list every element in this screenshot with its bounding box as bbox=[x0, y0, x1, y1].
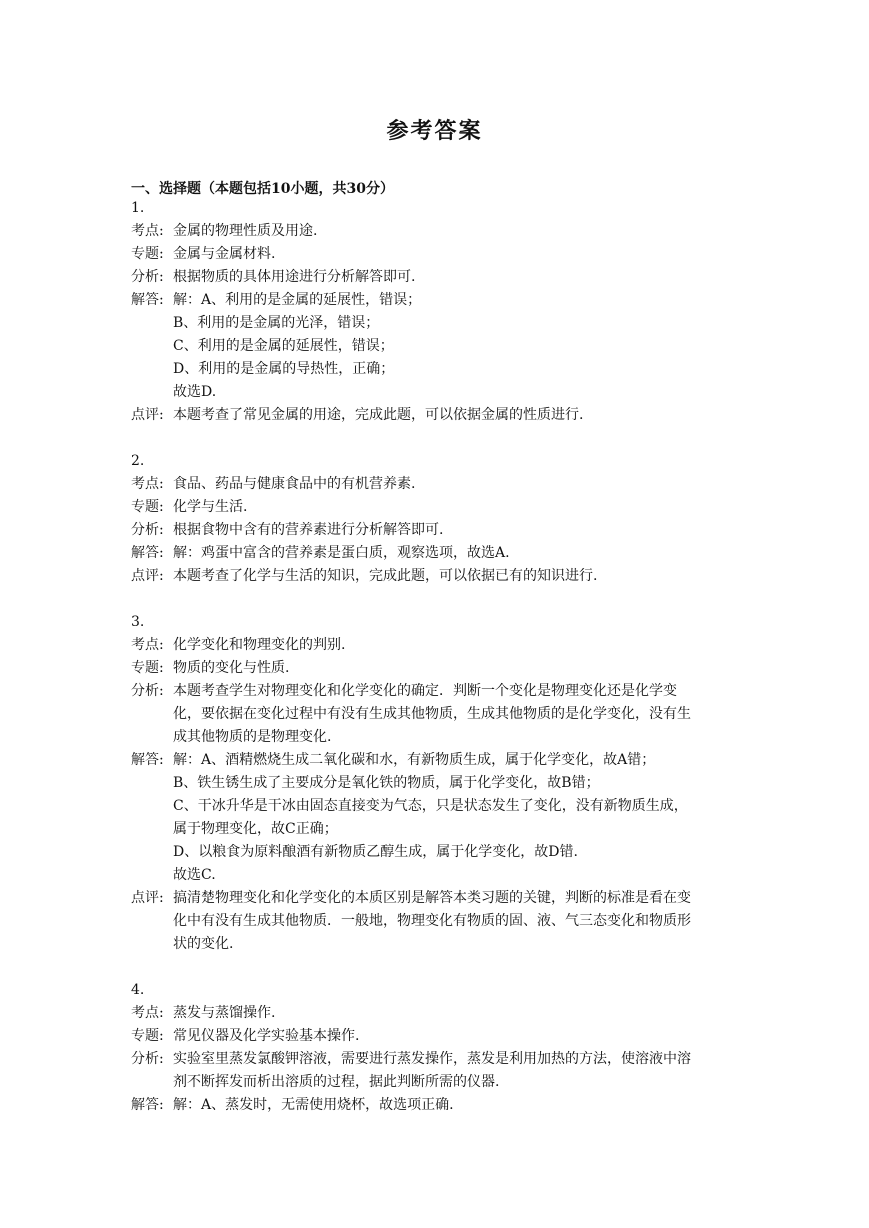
jieda-line: D、以粮食为原料酿酒有新物质乙醇生成，属于化学变化，故D错. bbox=[173, 844, 578, 860]
page-title: 参考答案 bbox=[386, 118, 483, 144]
dianping-text: 本题考查了常见金属的用途，完成此题，可以依据金属的性质进行. bbox=[173, 407, 584, 423]
jieda-label: 解答: bbox=[131, 292, 164, 308]
jieda-line: C、利用的是金属的延展性，错误； bbox=[173, 338, 394, 354]
dianping-label: 点评: bbox=[131, 890, 164, 906]
kaodian-text: 金属的物理性质及用途. bbox=[173, 223, 318, 239]
dianping-label: 点评: bbox=[131, 568, 164, 584]
zhuanti-label: 专题: bbox=[131, 1028, 164, 1044]
jieda-row bbox=[131, 543, 510, 563]
jieda-line: B、铁生锈生成了主要成分是氧化铁的物质，属于化学变化，故B错； bbox=[173, 775, 600, 791]
zhuanti-text: 金属与金属材料. bbox=[173, 246, 276, 262]
kaodian-label: 考点: bbox=[131, 223, 164, 239]
kaodian-label: 考点: bbox=[131, 476, 164, 492]
jieda-text: 解：A、酒精燃烧生成二氧化碳和水，有新物质生成，属于化学变化，故A错； bbox=[173, 752, 656, 768]
dianping-row bbox=[131, 566, 597, 586]
dianping-text: 搞清楚物理变化和化学变化的本质区别是解答本类习题的关键，判断的标准是看在变 bbox=[173, 890, 691, 906]
section-title: 一、选择题（本题包括10小题，共30分） bbox=[131, 181, 394, 197]
jieda-label: 解答: bbox=[131, 545, 164, 561]
kaodian-label: 考点: bbox=[131, 637, 164, 653]
fenxi-line: 化，要依据在变化过程中有没有生成其他物质，生成其他物质的是化学变化，没有生 bbox=[173, 706, 691, 722]
jieda-line: D、利用的是金属的导热性，正确； bbox=[173, 361, 395, 377]
jieda-label: 解答: bbox=[131, 1097, 164, 1113]
dianping-row bbox=[131, 405, 583, 425]
fenxi-label: 分析: bbox=[131, 683, 164, 699]
dianping-text: 本题考查了化学与生活的知识，完成此题，可以依据已有的知识进行. bbox=[173, 568, 598, 584]
jieda-text: 解：A、蒸发时，无需使用烧杯，故选项正确. bbox=[173, 1097, 454, 1113]
kaodian-text: 食品、药品与健康食品中的有机营养素. bbox=[173, 476, 416, 492]
dianping-line: 状的变化. bbox=[173, 936, 234, 952]
zhuanti-text: 物质的变化与性质. bbox=[173, 660, 290, 676]
dianping-row bbox=[131, 888, 691, 908]
jieda-line: 故选C. bbox=[173, 867, 216, 883]
fenxi-row bbox=[131, 681, 677, 701]
jieda-line: 故选D. bbox=[173, 384, 217, 400]
zhuanti-label: 专题: bbox=[131, 499, 164, 515]
fenxi-text: 根据物质的具体用途进行分析解答即可. bbox=[173, 269, 416, 285]
jieda-line: B、利用的是金属的光泽，错误； bbox=[173, 315, 380, 331]
kaodian-text: 蒸发与蒸馏操作. bbox=[173, 1005, 276, 1021]
fenxi-label: 分析: bbox=[131, 522, 164, 538]
fenxi-row bbox=[131, 1049, 691, 1069]
jieda-row bbox=[131, 290, 421, 310]
jieda-line: C、干冰升华是干冰由固态直接变为气态，只是状态发生了变化，没有新物质生成， bbox=[173, 798, 688, 814]
kaodian-text: 化学变化和物理变化的判别. bbox=[173, 637, 346, 653]
kaodian-row bbox=[131, 221, 317, 241]
kaodian-row bbox=[131, 635, 345, 655]
fenxi-line: 剂不断挥发而析出溶质的过程，据此判断所需的仪器. bbox=[173, 1074, 500, 1090]
fenxi-label: 分析: bbox=[131, 269, 164, 285]
question-number: 2. bbox=[131, 453, 145, 469]
dianping-label: 点评: bbox=[131, 407, 164, 423]
jieda-line: 属于物理变化，故C正确； bbox=[173, 821, 338, 837]
jieda-text: 解：A、利用的是金属的延展性，错误； bbox=[173, 292, 422, 308]
fenxi-label: 分析: bbox=[131, 1051, 164, 1067]
zhuanti-row bbox=[131, 497, 247, 517]
zhuanti-text: 化学与生活. bbox=[173, 499, 248, 515]
jieda-row bbox=[131, 1095, 454, 1115]
kaodian-row bbox=[131, 474, 415, 494]
zhuanti-label: 专题: bbox=[131, 660, 164, 676]
question-number: 3. bbox=[131, 614, 145, 630]
jieda-row bbox=[131, 750, 655, 770]
fenxi-row bbox=[131, 520, 443, 540]
kaodian-label: 考点: bbox=[131, 1005, 164, 1021]
fenxi-text: 实验室里蒸发氯酸钾溶液，需要进行蒸发操作，蒸发是利用加热的方法，使溶液中溶 bbox=[173, 1051, 691, 1067]
fenxi-text: 根据食物中含有的营养素进行分析解答即可. bbox=[173, 522, 444, 538]
question-number: 4. bbox=[131, 982, 145, 998]
zhuanti-row bbox=[131, 658, 289, 678]
fenxi-text: 本题考查学生对物理变化和化学变化的确定．判断一个变化是物理变化还是化学变 bbox=[173, 683, 677, 699]
zhuanti-row bbox=[131, 244, 275, 264]
jieda-label: 解答: bbox=[131, 752, 164, 768]
fenxi-line: 成其他物质的是物理变化. bbox=[173, 729, 332, 745]
dianping-line: 化中有没有生成其他物质．一般地，物理变化有物质的固、液、气三态变化和物质形 bbox=[173, 913, 691, 929]
zhuanti-text: 常见仪器及化学实验基本操作. bbox=[173, 1028, 360, 1044]
question-number: 1. bbox=[131, 200, 145, 216]
jieda-text: 解：鸡蛋中富含的营养素是蛋白质，观察选项，故选A. bbox=[173, 545, 510, 561]
fenxi-row bbox=[131, 267, 415, 287]
kaodian-row bbox=[131, 1003, 275, 1023]
zhuanti-row bbox=[131, 1026, 359, 1046]
zhuanti-label: 专题: bbox=[131, 246, 164, 262]
